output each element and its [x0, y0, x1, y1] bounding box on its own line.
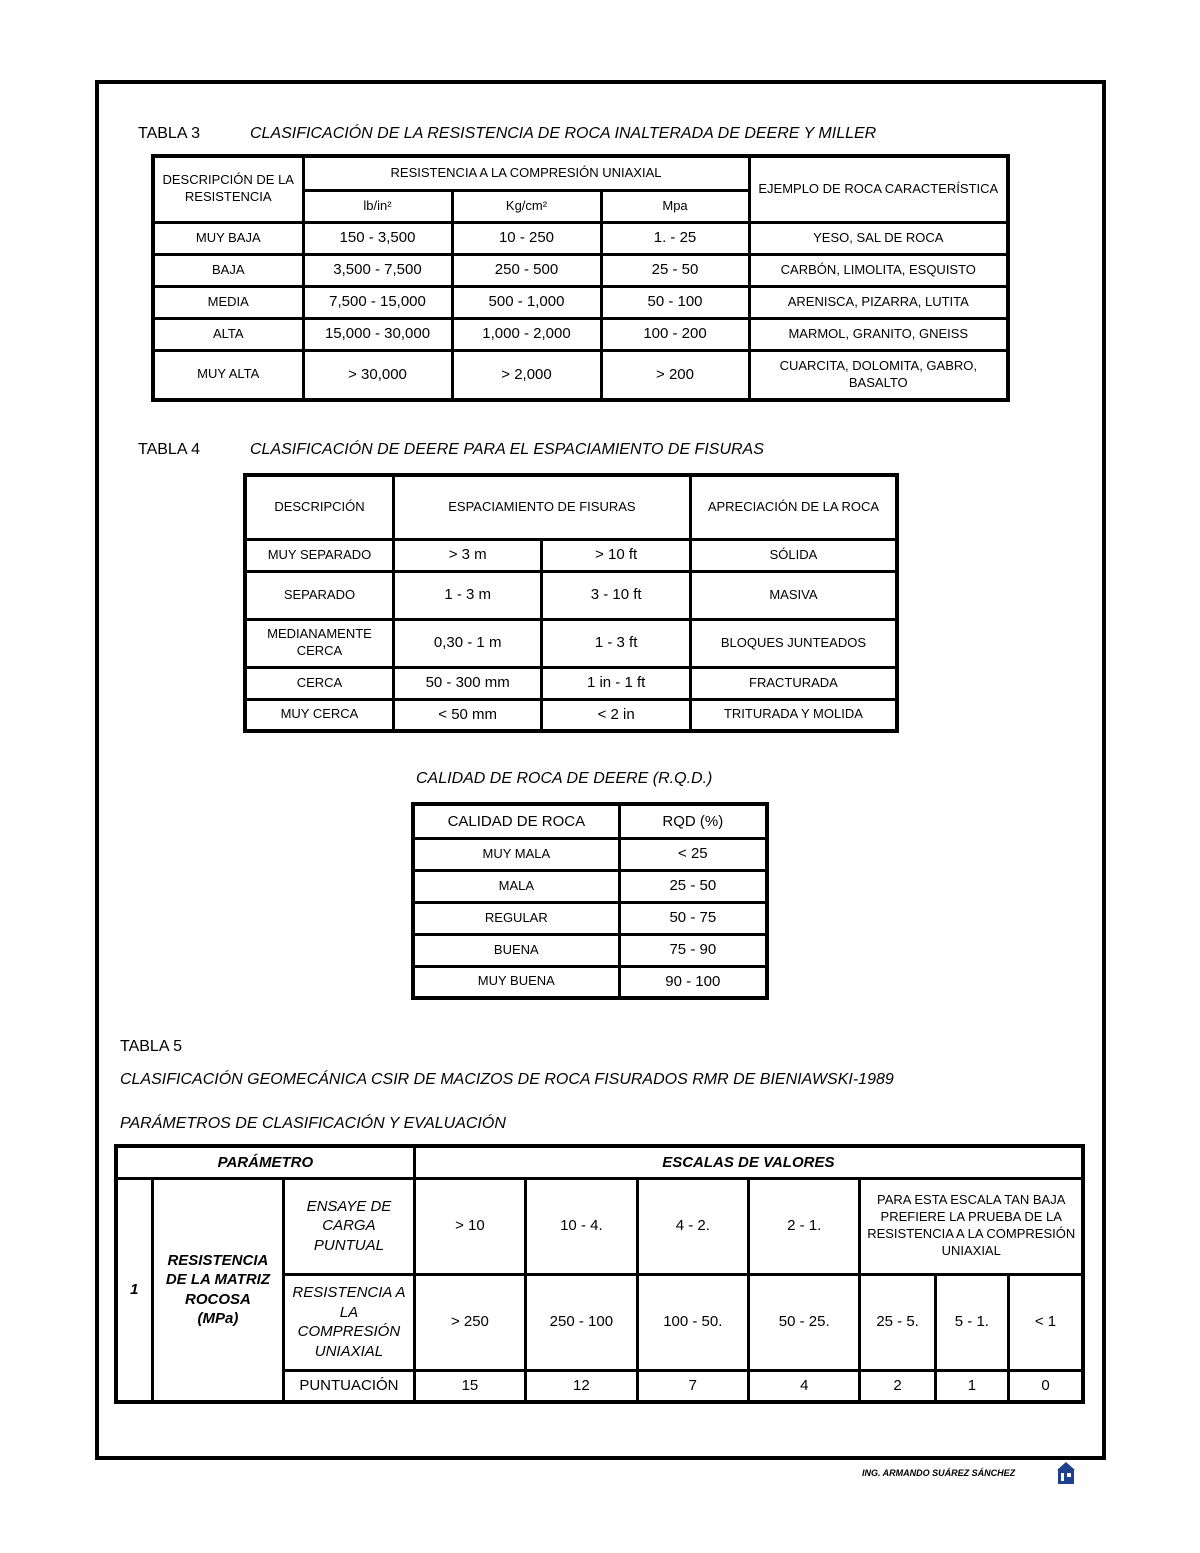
table-cell: 12 [526, 1370, 637, 1402]
tabla4-header-espaciamiento: ESPACIAMIENTO DE FISURAS [393, 475, 690, 539]
table-cell: < 50 mm [393, 699, 541, 731]
table-cell: > 3 m [393, 539, 541, 571]
tabla4-header-descripcion: DESCRIPCIÓN [245, 475, 393, 539]
table-cell: > 10 [414, 1178, 525, 1274]
table-cell: MARMOL, GRANITO, GNEISS [749, 318, 1008, 350]
table-cell: 90 - 100 [619, 966, 767, 998]
table-cell: 1 in - 1 ft [542, 667, 690, 699]
table-cell: MALA [413, 870, 619, 902]
table-row [245, 667, 897, 699]
table-cell: FRACTURADA [690, 667, 897, 699]
tabla3-header-ejemplo: EJEMPLO DE ROCA CARACTERÍSTICA [749, 156, 1008, 222]
table-cell: BLOQUES JUNTEADOS [690, 619, 897, 667]
tabla5-subtitle: PARÁMETROS DE CLASIFICACIÓN Y EVALUACIÓN [120, 1115, 506, 1132]
table-cell: 1. - 25 [601, 222, 749, 254]
table-row [245, 539, 897, 571]
table-row [413, 870, 767, 902]
table-cell: < 1 [1009, 1274, 1083, 1370]
table-cell: 25 - 5. [860, 1274, 935, 1370]
tabla3-unit-lbin: lb/in² [303, 190, 452, 222]
table-cell: ARENISCA, PIZARRA, LUTITA [749, 286, 1008, 318]
tabla5-param-number: 1 [116, 1178, 152, 1402]
table-cell: 100 - 50. [637, 1274, 748, 1370]
table-cell: MEDIANAMENTE CERCA [245, 619, 393, 667]
table-cell: 75 - 90 [619, 934, 767, 966]
table-row [153, 286, 1008, 318]
tabla5-label: TABLA 5 [120, 1038, 182, 1055]
tabla4-header-apreciacion: APRECIACIÓN DE LA ROCA [690, 475, 897, 539]
tabla5-param-unit: (MPa) [197, 1310, 239, 1328]
table-cell: 50 - 75 [619, 902, 767, 934]
table-cell: 3 - 10 ft [542, 571, 690, 619]
table-row [153, 318, 1008, 350]
table-row [245, 571, 897, 619]
table-row [116, 1178, 1083, 1274]
table-cell: 150 - 3,500 [303, 222, 452, 254]
table-cell: 1 - 3 m [393, 571, 541, 619]
table-cell: MUY SEPARADO [245, 539, 393, 571]
table-cell: > 30,000 [303, 350, 452, 400]
table-cell: 2 - 1. [749, 1178, 860, 1274]
rqd-title: CALIDAD DE ROCA DE DEERE (R.Q.D.) [416, 770, 713, 787]
table-cell: > 10 ft [542, 539, 690, 571]
table-cell: < 25 [619, 838, 767, 870]
tabla3-label: TABLA 3 [138, 125, 200, 142]
table-row [413, 934, 767, 966]
table-cell: 25 - 50 [619, 870, 767, 902]
rqd-header-percent: RQD (%) [619, 804, 767, 838]
table-cell: 15,000 - 30,000 [303, 318, 452, 350]
table-cell: 250 - 500 [452, 254, 601, 286]
tabla4-label: TABLA 4 [138, 441, 200, 458]
table-row [245, 619, 897, 667]
tabla4-title: CLASIFICACIÓN DE DEERE PARA EL ESPACIAMIENTO DE FISURAS [250, 441, 764, 458]
table-cell: 2 [860, 1370, 935, 1402]
table-cell: ALTA [153, 318, 303, 350]
table-cell: MUY ALTA [153, 350, 303, 400]
table-cell: TRITURADA Y MOLIDA [690, 699, 897, 731]
table-cell: PUNTUACIÓN [284, 1370, 415, 1402]
table-cell: 7,500 - 15,000 [303, 286, 452, 318]
table-row [153, 222, 1008, 254]
table-cell: SEPARADO [245, 571, 393, 619]
table-cell: BUENA [413, 934, 619, 966]
table-cell: 50 - 300 mm [393, 667, 541, 699]
tabla3-unit-mpa: Mpa [601, 190, 749, 222]
table-cell: ENSAYE DE CARGA PUNTUAL [284, 1178, 415, 1274]
table-cell: PARA ESTA ESCALA TAN BAJA PREFIERE LA PRUEBA DE LA RESISTENCIA A LA COMPRESIÓN UNIAXIAL [860, 1178, 1083, 1274]
table-cell: 0,30 - 1 m [393, 619, 541, 667]
tabla5-param-label: RESISTENCIA DE LA MATRIZ ROCOSA [165, 1251, 270, 1308]
table-cell: 25 - 50 [601, 254, 749, 286]
table-cell: 10 - 4. [526, 1178, 637, 1274]
tabla3-unit-kgcm: Kg/cm² [452, 190, 601, 222]
table-row [245, 699, 897, 731]
table-cell: > 200 [601, 350, 749, 400]
table-cell: 7 [637, 1370, 748, 1402]
table-cell: REGULAR [413, 902, 619, 934]
tabla5-header-parametro: PARÁMETRO [116, 1146, 414, 1178]
table-cell: CARBÓN, LIMOLITA, ESQUISTO [749, 254, 1008, 286]
tabla3-header-descripcion: DESCRIPCIÓN DE LA RESISTENCIA [153, 156, 303, 222]
tabla5-table [114, 1144, 1085, 1404]
tabla3-table [151, 154, 1010, 402]
table-cell: 0 [1009, 1370, 1083, 1402]
table-cell: YESO, SAL DE ROCA [749, 222, 1008, 254]
table-cell: 250 - 100 [526, 1274, 637, 1370]
tabla5-param-name [152, 1178, 284, 1402]
tabla4-table [243, 473, 899, 733]
table-row [413, 966, 767, 998]
table-cell: > 2,000 [452, 350, 601, 400]
table-cell: RESISTENCIA A LA COMPRESIÓN UNIAXIAL [284, 1274, 415, 1370]
table-row [413, 838, 767, 870]
rqd-header-calidad: CALIDAD DE ROCA [413, 804, 619, 838]
house-logo-icon [1057, 1461, 1075, 1485]
table-cell: > 250 [414, 1274, 525, 1370]
table-cell: 500 - 1,000 [452, 286, 601, 318]
table-cell: 1 [935, 1370, 1008, 1402]
table-cell: MASIVA [690, 571, 897, 619]
table-cell: < 2 in [542, 699, 690, 731]
table-cell: MUY CERCA [245, 699, 393, 731]
table-cell: CUARCITA, DOLOMITA, GABRO, BASALTO [749, 350, 1008, 400]
table-row [153, 350, 1008, 400]
table-cell: SÓLIDA [690, 539, 897, 571]
table-cell: 5 - 1. [935, 1274, 1008, 1370]
table-cell: 10 - 250 [452, 222, 601, 254]
footer-author: ING. ARMANDO SUÁREZ SÁNCHEZ [862, 1468, 1016, 1478]
table-cell: MUY BUENA [413, 966, 619, 998]
table-cell: 15 [414, 1370, 525, 1402]
table-cell: MUY MALA [413, 838, 619, 870]
tabla5-title: CLASIFICACIÓN GEOMECÁNICA CSIR DE MACIZOS DE ROCA FISURADOS RMR DE BIENIAWSKI-1989 [120, 1071, 894, 1088]
table-cell: CERCA [245, 667, 393, 699]
table-cell: 3,500 - 7,500 [303, 254, 452, 286]
table-cell: BAJA [153, 254, 303, 286]
table-cell: 1 - 3 ft [542, 619, 690, 667]
table-cell: 1,000 - 2,000 [452, 318, 601, 350]
table-cell: 4 - 2. [637, 1178, 748, 1274]
table-cell: 50 - 100 [601, 286, 749, 318]
tabla5-header-escalas: ESCALAS DE VALORES [414, 1146, 1083, 1178]
table-cell: 4 [749, 1370, 860, 1402]
table-row [153, 254, 1008, 286]
tabla3-header-resistencia: RESISTENCIA A LA COMPRESIÓN UNIAXIAL [303, 156, 749, 190]
table-cell: MUY BAJA [153, 222, 303, 254]
table-cell: MEDIA [153, 286, 303, 318]
table-cell: 100 - 200 [601, 318, 749, 350]
tabla3-title: CLASIFICACIÓN DE LA RESISTENCIA DE ROCA INALTERADA DE DEERE Y MILLER [250, 125, 877, 142]
table-cell: 50 - 25. [749, 1274, 860, 1370]
table-row [413, 902, 767, 934]
rqd-table [411, 802, 769, 1000]
